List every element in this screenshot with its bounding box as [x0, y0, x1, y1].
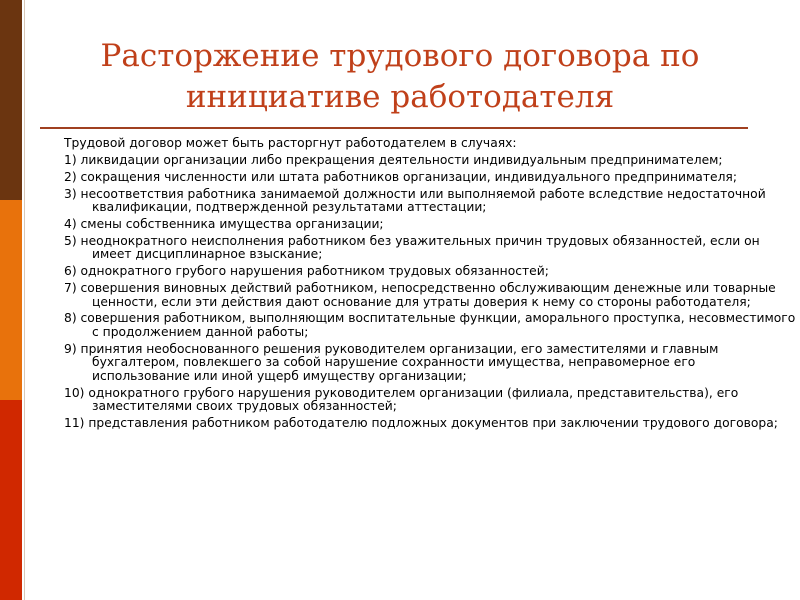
- list-item: 1) ликвидации организации либо прекращения деятельности индивидуальным предпринимателем;: [64, 152, 723, 167]
- list-item: 6) однократного грубого нарушения работником трудовых обязанностей;: [64, 264, 549, 279]
- slide-title: [40, 36, 760, 118]
- side-bar-bottom: [0, 400, 22, 600]
- list-item: 5) неоднократного неисполнения работником без уважительных причин трудовых обязанностей, если он имеет дисциплинарное взыскание;: [64, 233, 760, 262]
- list-item: 11) представления работником работодателю подложных документов при заключении трудового договора;: [64, 415, 778, 430]
- side-divider-line: [24, 0, 25, 600]
- list-item: 2) сокращения численности или штата работников организации, индивидуального предпринимателя;: [64, 169, 737, 184]
- side-bar-top: [0, 0, 22, 200]
- list-item: 4) смены собственника имущества организации;: [64, 217, 384, 232]
- list-item: 9) принятия необоснованного решения руководителем организации, его заместителями и главным бухгалтером, повлекшего за собой нарушение сохранности имущества, неправомерное его использование или иной ущерб имуществу организации;: [64, 341, 719, 383]
- slide-title-line-1: Расторжение трудового договора по: [100, 38, 700, 74]
- side-bar-middle: [0, 200, 22, 400]
- list-item: 10) однократного грубого нарушения руководителем организации (филиала, представительства), его заместителями своих трудовых обязанностей;: [64, 385, 739, 413]
- slide-content: [64, 137, 796, 434]
- slide-title-line-2: инициативе работодателя: [185, 79, 615, 115]
- intro-text: Трудовой договор может быть расторгнут работодателем в случаях:: [64, 136, 517, 150]
- list-item: 3) несоответствия работника занимаемой должности или выполняемой работе вследствие недостаточной квалификации, подтвержденной результатами аттестации;: [64, 186, 766, 215]
- list-item: 8) совершения работником, выполняющим воспитательные функции, аморального проступка, несовместимого с продолжением данной работы;: [64, 311, 796, 339]
- grounds-list: [64, 154, 796, 430]
- title-underline: [40, 127, 748, 129]
- list-item: 7) совершения виновных действий работником, непосредственно обслуживающим денежные или товарные ценности, если эти действия дают основание для утраты доверия к нему со стороны работодателя;: [64, 281, 776, 309]
